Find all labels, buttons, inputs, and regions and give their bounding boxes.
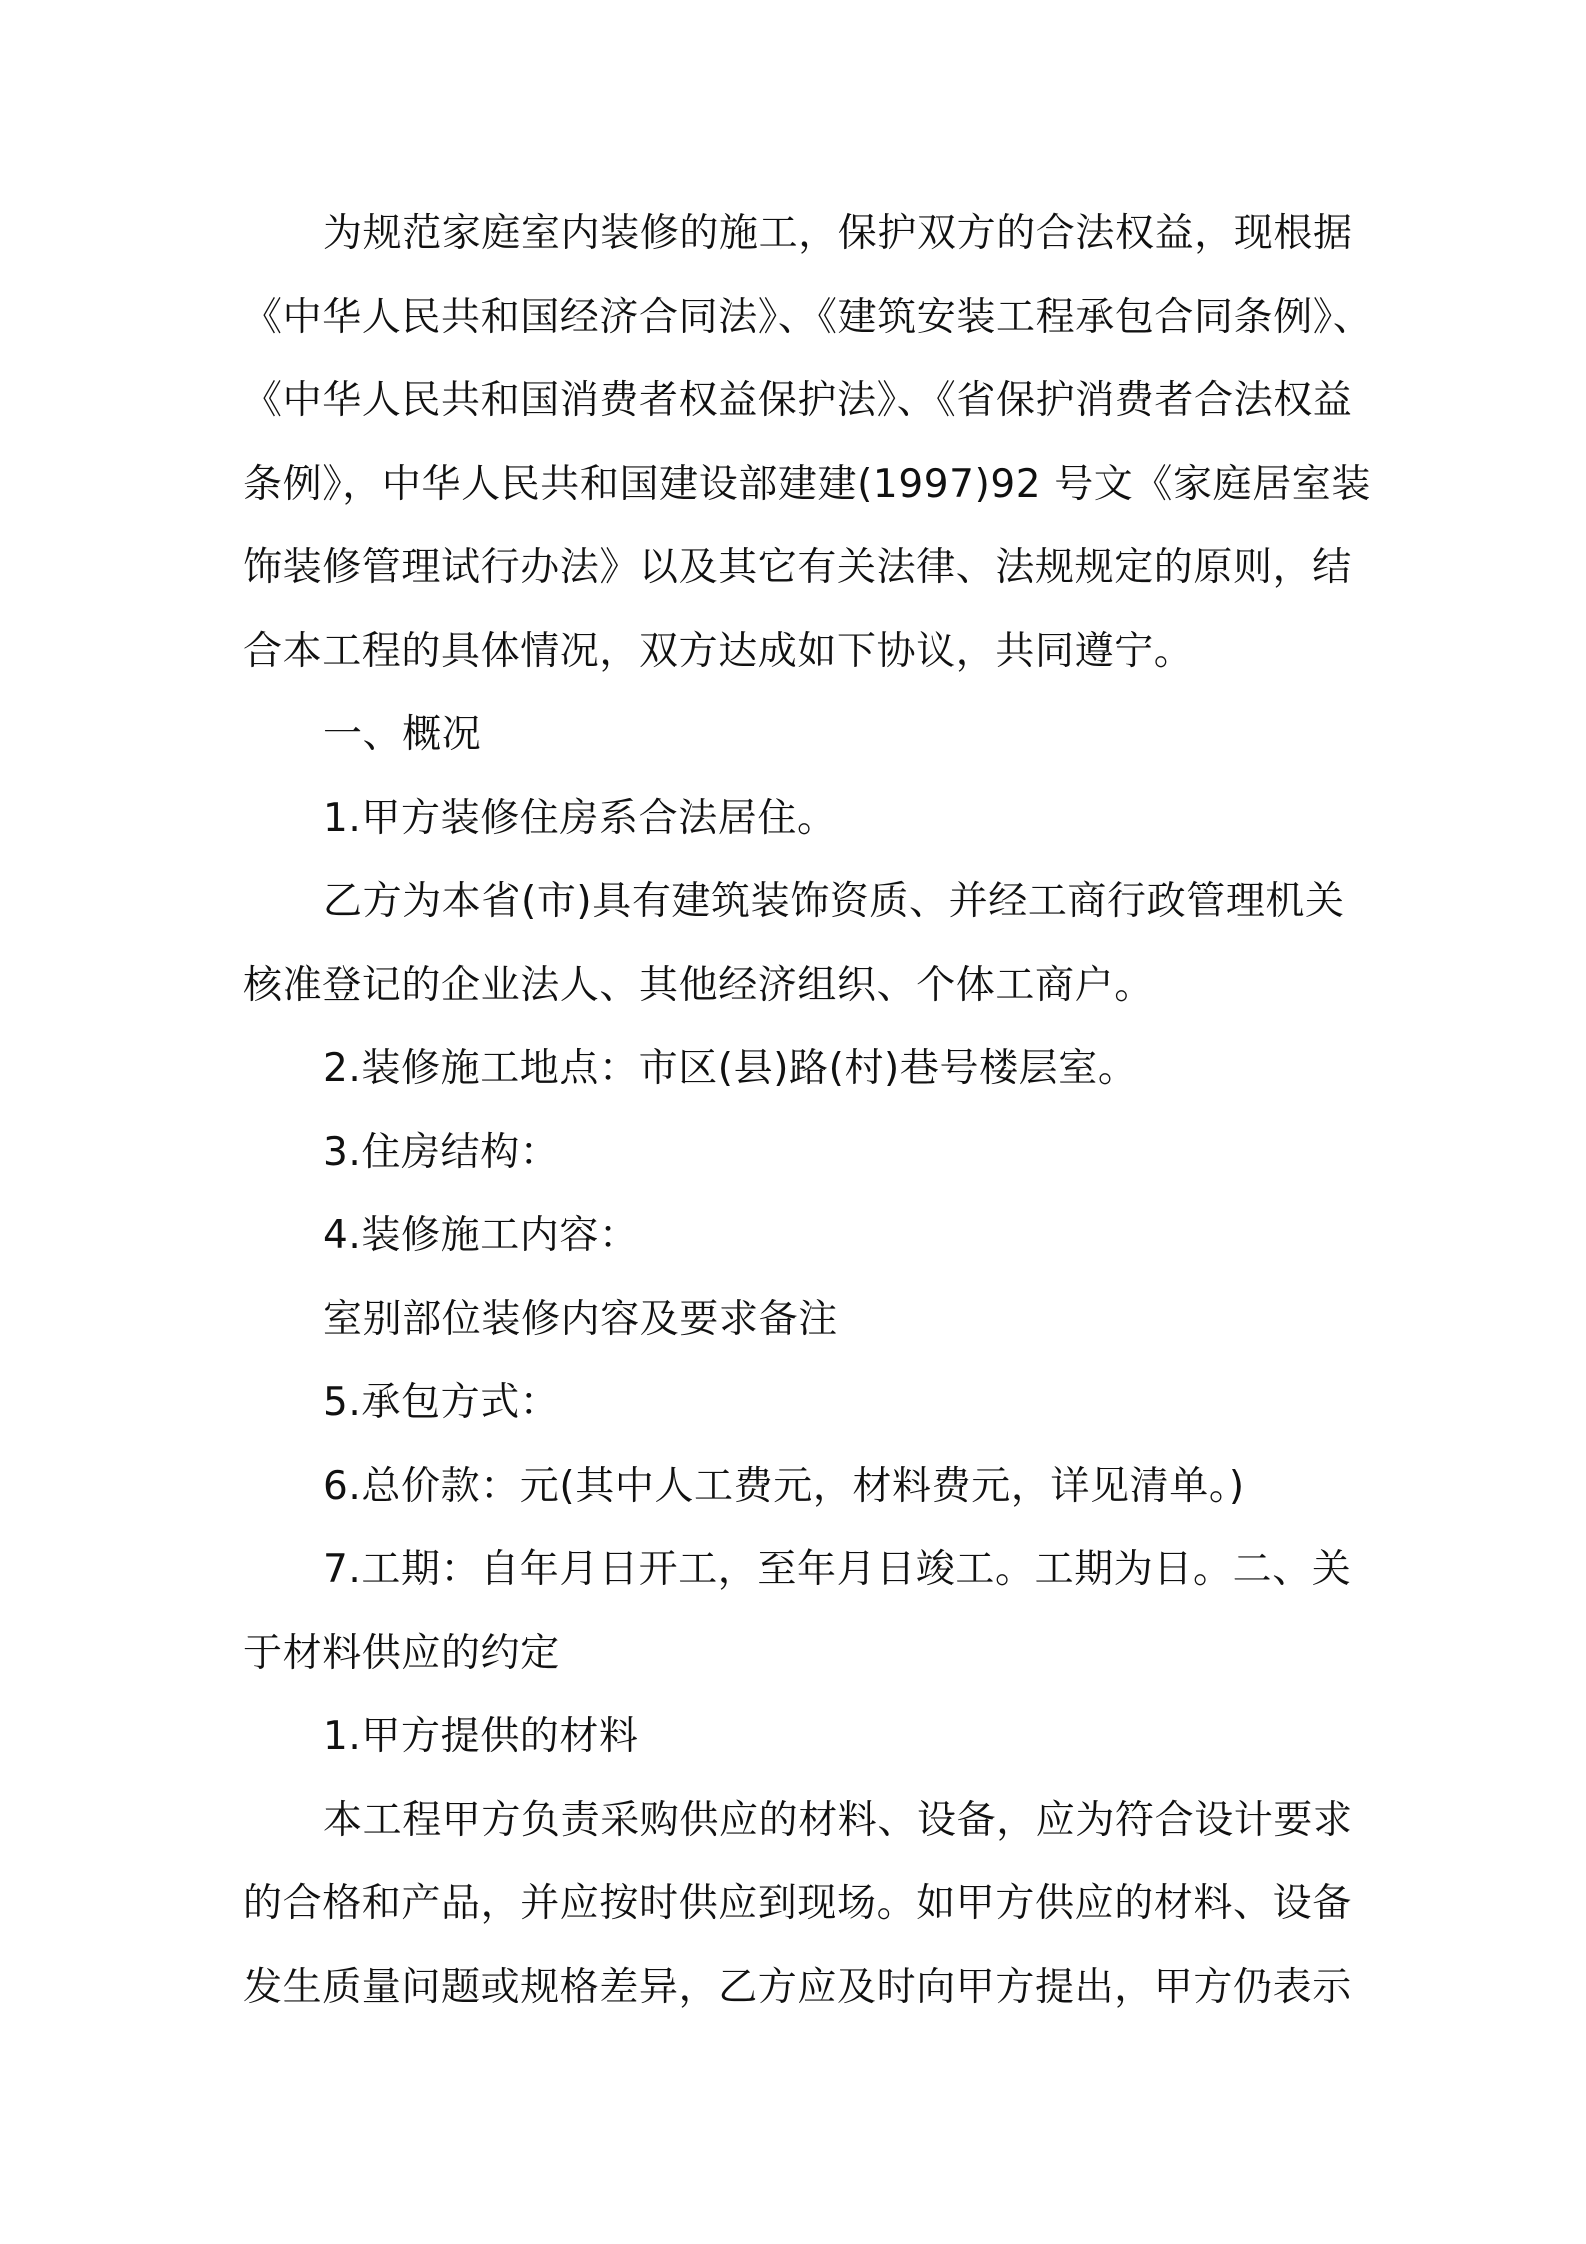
text-line: 的合格和产品，并应按时供应到现场。如甲方供应的材料、设备 xyxy=(243,1881,1352,1926)
contract-text xyxy=(243,192,1373,2029)
text-line: 3.住房结构： xyxy=(323,1129,560,1175)
text-line: 于材料供应的约定 xyxy=(243,1630,560,1676)
text-line: 核准登记的企业法人、其他经济组织、个体工商户。 xyxy=(243,962,1154,1008)
text-line: 5.承包方式： xyxy=(323,1380,560,1425)
text-line: 7.工期：自年月日开工，至年月日竣工。工期为日。二、关 xyxy=(323,1547,1352,1592)
text-line: 2.装修施工地点：市区(县)路(村)巷号楼层室。 xyxy=(323,1046,1138,1091)
text-line: 1.甲方装修住房系合法居住。 xyxy=(323,795,837,841)
text-line: 饰装修管理试行办法》以及其它有关法律、法规规定的原则，结 xyxy=(243,545,1352,590)
text-line: 合本工程的具体情况，双方达成如下协议，共同遵宁。 xyxy=(243,628,1194,674)
text-line: 为规范家庭室内装修的施工，保护双方的合法权益，现根据 xyxy=(323,211,1353,256)
text-line: 发生质量问题或规格差异，乙方应及时向甲方提出，甲方仍表示 xyxy=(243,1964,1352,2010)
text-line: 本工程甲方负责采购供应的材料、设备，应为符合设计要求 xyxy=(323,1797,1353,1843)
text-line: 6.总价款：元(其中人工费元，材料费元，详见清单。) xyxy=(323,1463,1245,1509)
text-line: 4.装修施工内容： xyxy=(323,1213,639,1258)
text-line: 乙方为本省(市)具有建筑装饰资质、并经工商行政管理机关 xyxy=(323,879,1345,924)
text-line: 1.甲方提供的材料 xyxy=(323,1714,639,1759)
text-line: 《中华人民共和国消费者权益保护法》、《省保护消费者合法权益 xyxy=(243,378,1353,423)
text-line: 《中华人民共和国经济合同法》、《建筑安装工程承包合同条例》、 xyxy=(243,294,1373,340)
text-line: 室别部位装修内容及要求备注 xyxy=(323,1296,838,1342)
text-line: 条例》，中华人民共和国建设部建建(1997)92 号文《家庭居室装 xyxy=(243,461,1372,507)
section-heading: 一、概况 xyxy=(323,712,482,757)
